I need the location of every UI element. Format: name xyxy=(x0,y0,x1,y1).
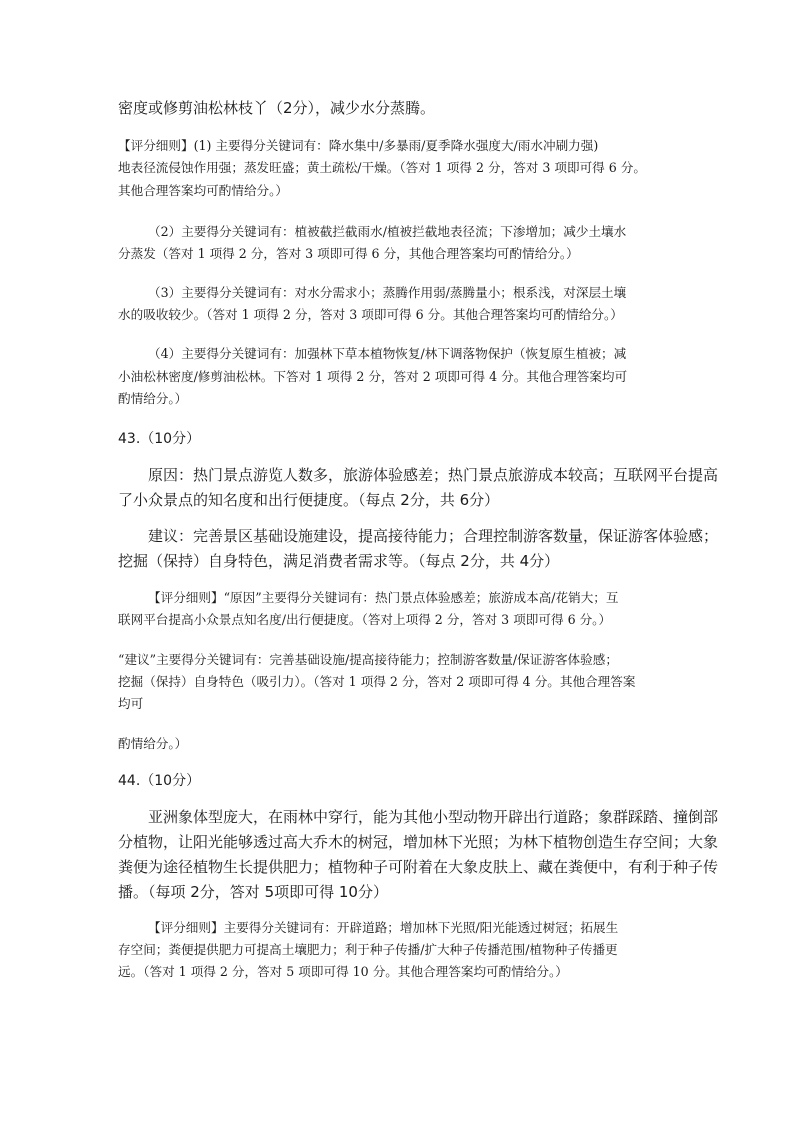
scoring-rule-line: 远。（答对 1 项得 2 分，答对 5 项即可得 10 分。其他合理答案均可酌情给分。） xyxy=(118,964,568,979)
answer-line: 密度或修剪油松林枝丫（2分），减少水分蒸腾。 xyxy=(118,99,436,117)
answer-line: 了小众景点的知名度和出行便捷度。（每点 2分，共 6分） xyxy=(118,491,500,509)
question-number: 43.（10分） xyxy=(118,431,201,447)
scoring-rule-line: （4）主要得分关键词有：加强林下草本植物恢复/林下调落物保护（恢复原生植被；减 xyxy=(148,346,627,361)
scoring-rule-line: 存空间；粪便提供肥力可提高土壤肥力；利于种子传播/扩大种子传播范围/植物种子传播更 xyxy=(118,942,618,957)
scoring-rule-line: （3）主要得分关键词有：对水分需求小；蒸腾作用弱/蒸腾量小；根系浅，对深层土壤 xyxy=(148,285,627,300)
scoring-rule-line: 【评分细则】(1) 主要得分关键词有：降水集中/多暴雨/夏季降水强度大/雨水冲刷力强) xyxy=(118,138,599,153)
answer-line: 建议：完善景区基础设施建设，提高接待能力；合理控制游客数量，保证游客体验感； xyxy=(148,527,719,545)
scoring-rule-line: 【评分细则】主要得分关键词有：开辟道路；增加林下光照/阳光能透过树冠；拓展生 xyxy=(148,920,619,935)
scoring-rule-line: 小油松林密度/修剪油松林。下答对 1 项得 2 分，答对 2 项即可得 4 分。其他合理答案均可 xyxy=(118,369,628,384)
answer-line: 分植物，让阳光能够透过高大乔木的树冠，增加林下光照；为林下植物创造生存空间；大象 xyxy=(118,833,719,851)
answer-line: 挖掘（保持）自身特色，满足消费者需求等。（每点 2分，共 4分） xyxy=(118,552,560,570)
question-number: 44.（10分） xyxy=(118,773,201,789)
answer-line: 亚洲象体型庞大，在雨林中穿行，能为其他小型动物开辟出行道路；象群踩踏、撞倒部 xyxy=(148,808,719,826)
scoring-rule-line: （2）主要得分关键词有：植被截拦截雨水/植被拦截地表径流；下渗增加；减少土壤水 xyxy=(148,224,627,239)
answer-line: 粪便为途径植物生长提供肥力；植物种子可附着在大象皮肤上、藏在粪便中，有利于种子传 xyxy=(118,858,719,876)
scoring-rule-line: 酌情给分。） xyxy=(118,736,188,751)
scoring-rule-line: 分蒸发（答对 1 项得 2 分，答对 3 项即可得 6 分，其他合理答案均可酌情给分。） xyxy=(118,246,579,261)
answer-line: 原因：热门景点游览人数多，旅游体验感差；热门景点旅游成本较高；互联网平台提高 xyxy=(148,466,719,484)
scoring-rule-line: 挖掘（保持）自身特色（吸引力）。（答对 1 项得 2 分，答对 2 项即可得 4 分。其他合理答案 xyxy=(118,674,636,689)
scoring-rule-line: 地表径流侵蚀作用强；蒸发旺盛；黄土疏松/干燥。（答对 1 项得 2 分，答对 3 项即可得 6 分。 xyxy=(118,160,646,175)
scoring-rule-line: 水的吸收较少。（答对 1 项得 2 分，答对 3 项即可得 6 分。其他合理答案均可酌情给分。） xyxy=(118,307,623,322)
scoring-rule-line: 【评分细则】“原因”主要得分关键词有：热门景点体验感差；旅游成本高/花销大；互 xyxy=(148,590,619,605)
scoring-rule-line: 均可 xyxy=(118,696,144,711)
scoring-rule-line: 联网平台提高小众景点知名度/出行便捷度。（答对上项得 2 分，答对 3 项即可得 6 分。） xyxy=(118,612,612,627)
answer-line: 播。（每项 2分，答对 5项即可得 10分） xyxy=(118,883,388,901)
scoring-rule-line: 酌情给分。） xyxy=(118,391,188,406)
scoring-rule-line: 其他合理答案均可酌情给分。） xyxy=(118,183,289,198)
scoring-rule-line: “建议”主要得分关键词有：完善基础设施/提高接待能力；控制游客数量/保证游客体验感； xyxy=(118,652,618,667)
